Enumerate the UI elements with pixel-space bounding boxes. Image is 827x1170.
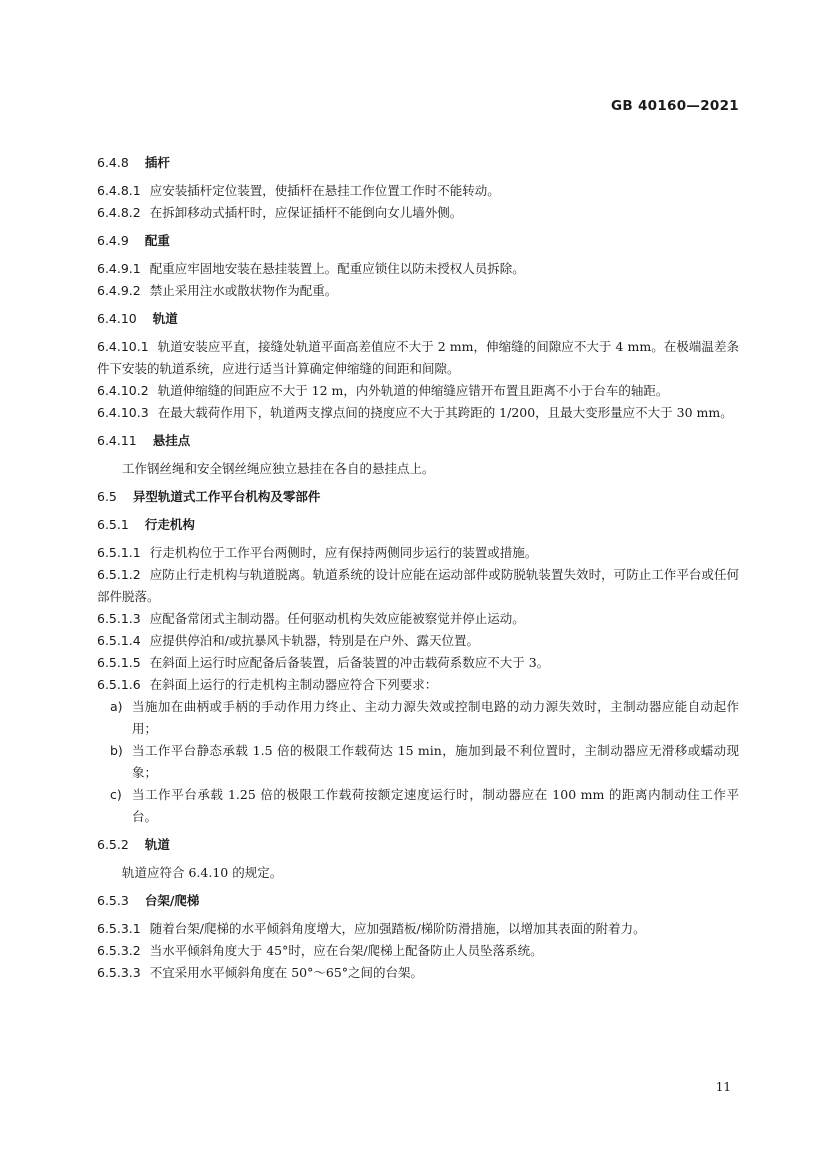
- clause-6-5-1-1: 6.5.1.1 行走机构位于工作平台两侧时，应有保持两侧同步运行的装置或措施。: [97, 545, 538, 560]
- clause-6-5-1-4: 6.5.1.4 应提供停泊和/或抗暴风卡轨器，特别是在户外、露天位置。: [97, 633, 479, 648]
- section-heading-6-5-1: 6.5.1 行走机构: [97, 517, 195, 532]
- clause-6-4-8-1: 6.4.8.1 应安装插杆定位装置，使插杆在悬挂工作位置工作时不能转动。: [97, 183, 500, 198]
- clause-6-5-1-5: 6.5.1.5 在斜面上运行时应配备后备装置，后备装置的冲击载荷系数应不大于 3。: [97, 655, 550, 670]
- clause-6-4-8-2: 6.4.8.2 在拆卸移动式插杆时，应保证插杆不能倒向女儿墙外侧。: [97, 205, 463, 220]
- section-heading-6-4-9: 6.4.9 配重: [97, 233, 170, 248]
- clause-6-4-10-1: 6.4.10.1 轨道安装应平直，接缝处轨道平面高差值应不大于 2 mm，伸缩缝的间隙应不大于 4 mm。在极端温差条件下安装的轨道系统，应进行适当计算确定伸缩缝的间距和间隙。: [97, 339, 739, 376]
- paragraph-6-4-11: 工作钢丝绳和安全钢丝绳应独立悬挂在各自的悬挂点上。: [122, 461, 435, 476]
- paragraph-6-5-2: 轨道应符合 6.4.10 的规定。: [122, 865, 283, 880]
- list-item: a) 当施加在曲柄或手柄的手动作用力终止、主动力源失效或控制电路的动力源失效时，主制动器应能自动起作用；: [110, 699, 739, 736]
- clause-6-5-3-1: 6.5.3.1 随着台架/爬梯的水平倾斜角度增大，应加强踏板/梯阶防滑措施，以增加其表面的附着力。: [97, 921, 646, 936]
- document-body: [97, 146, 739, 984]
- clause-6-5-3-2: 6.5.3.2 当水平倾斜角度大于 45°时，应在台架/爬梯上配备防止人员坠落系统。: [97, 943, 543, 958]
- clause-6-5-1-3: 6.5.1.3 应配备常闭式主制动器。任何驱动机构失效应能被察觉并停止运动。: [97, 611, 525, 626]
- section-heading-6-4-11: 6.4.11 悬挂点: [97, 433, 191, 448]
- standard-number: GB 40160—2021: [610, 98, 739, 114]
- section-heading-6-5: 6.5 异型轨道式工作平台机构及零部件: [97, 489, 321, 504]
- clause-6-4-9-2: 6.4.9.2 禁止采用注水或散状物作为配重。: [97, 283, 338, 298]
- section-heading-6-4-8: 6.4.8 插杆: [97, 155, 170, 170]
- section-heading-6-5-3: 6.5.3 台架/爬梯: [97, 893, 200, 908]
- list-item: c) 当工作平台承载 1.25 倍的极限工作载荷按额定速度运行时，制动器应在 100 mm 的距离内制动住工作平台。: [110, 787, 739, 824]
- clause-6-4-10-3: 6.4.10.3 在最大载荷作用下，轨道两支撑点间的挠度应不大于其跨距的 1/200，且最大变形量应不大于 30 mm。: [97, 405, 733, 420]
- section-heading-6-4-10: 6.4.10 轨道: [97, 311, 178, 326]
- list-item: b) 当工作平台静态承载 1.5 倍的极限工作载荷达 15 min，施加到最不利位置时，主制动器应无滑移或蠕动现象；: [110, 743, 739, 780]
- page-number: 11: [715, 1080, 731, 1094]
- clause-6-5-3-3: 6.5.3.3 不宜采用水平倾斜角度在 50°～65°之间的台架。: [97, 965, 424, 980]
- clause-6-5-1-2: 6.5.1.2 应防止行走机构与轨道脱离。轨道系统的设计应能在运动部件或防脱轨装置失效时，可防止工作平台或任何部件脱落。: [97, 567, 739, 604]
- clause-6-4-9-1: 6.4.9.1 配重应牢固地安装在悬挂装置上。配重应锁住以防未授权人员拆除。: [97, 261, 525, 276]
- clause-6-4-10-2: 6.4.10.2 轨道伸缩缝的间距应不大于 12 m，内外轨道的伸缩缝应错开布置且距离不小于台车的轴距。: [97, 383, 669, 398]
- section-heading-6-5-2: 6.5.2 轨道: [97, 837, 170, 852]
- clause-6-5-1-6: 6.5.1.6 在斜面上运行的行走机构主制动器应符合下列要求：: [97, 677, 438, 692]
